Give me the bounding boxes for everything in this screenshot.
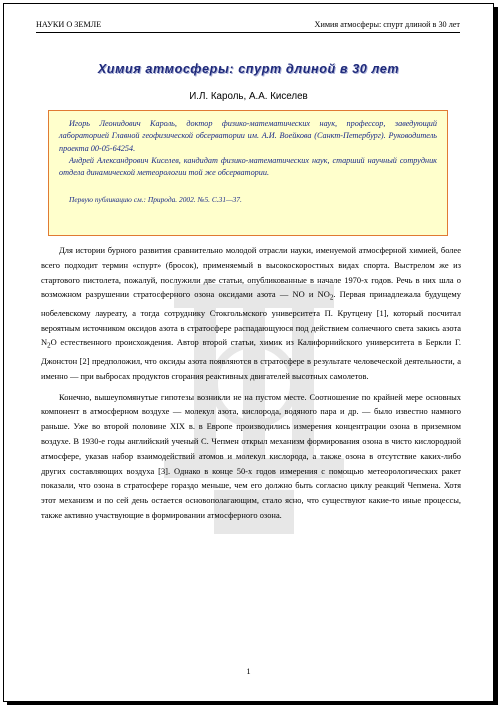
author-info-karol: Игорь Леонидович Кароль, доктор физико-математических наук, профессор, заведующий лабораторией Главной геофизической обсерватории им. А.И. Воейкова (Санкт-Петербург). Руководитель проекта 00-05-64254.: [59, 119, 437, 153]
page-shadow-bottom: [7, 701, 498, 705]
page: [3, 3, 494, 702]
body-text: O естественного происхождения. Автор второй статьи, химик из Калифорнийского университета в Беркли Г. Джонстон [2] предположил, что оксиды азота появляются в стратосфере в результате человеческой деятельности, а именно — при выбросах продуктов сгорания реактивных двигателей высотных самолетов.: [41, 337, 461, 381]
article-authors: И.Л. Кароль, А.А. Киселев: [189, 91, 308, 102]
subscript: 2: [329, 294, 334, 303]
first-publication-note: Первую публикацию см.: Природа. 2002. №5. С.31—37.: [69, 195, 242, 205]
article-title: Химия атмосферы: спурт длиной в 30 лет: [97, 62, 400, 76]
header-section: НАУКИ О ЗЕМЛЕ: [36, 20, 102, 29]
page-shadow-right: [494, 7, 498, 704]
header-article-title: Химия атмосферы: спурт длиной в 30 лет: [314, 20, 460, 29]
subscript: 2: [47, 342, 51, 351]
page-number: 1: [246, 666, 251, 676]
author-info-box: [48, 110, 448, 236]
body-text: Для истории бурного развития сравнительно молодой отрасли науки, именуемой атмосферной химией, более всего подходит термин «спурт» (бросок), применяемый в высокоскоростных видах спорта. Выстрелом же из стартового пистолета, пожалуй, послужили две статьи, опубликованные в начале 1970-х годов. Речь в них шла о возможном разрушении стратосферного озона оксидами азота — NO и NO: [41, 245, 461, 300]
body-paragraph: [41, 243, 461, 384]
author-info-kiselev: Андрей Александрович Киселев, кандидат физико-математических наук, старший научный сотрудник отдела динамической метеорологии той же обсерватории.: [59, 155, 437, 178]
body-text: . Первая принадлежала будущему нобелевскому лауреату, а тогда сотруднику Стокгольмского университета П. Крутцену [1], который посчитал вероятным источником оксидов азота в стратосфере распадающуюся под действием солнечного света закись азота N: [41, 289, 461, 348]
running-header: [36, 18, 460, 33]
body-paragraph: Конечно, вышеупомянутые гипотезы возникли не на пустом месте. Соотношение по крайней мере основных компонент в атмосферном воздухе — молекул азота, кислорода, водяного пара и др. — было известно намного раньше. Уже во второй половине XIX в. в Европе производились измерения концентрации озона в приземном воздухе. В 1930-е годы английский ученый С. Чепмен открыл механизм формирования озона в чисто кислородной атмосфере, указав набор взаимодействий атомов и молекул кислорода, а также озона в отсутствие каких-либо других составляющих воздуха [3]. Однако в конце 50-х годов измерения с помощью метеорологических ракет показали, что озона в стратосфере гораздо меньше, чем его должно быть согласно циклу реакций Чепмена. Хотя этот механизм и по сей день остается основополагающим, стало ясно, что существуют какие-то иные процессы, также активно участвующие в формировании атмосферного озона.: [41, 391, 461, 520]
article-body: [41, 243, 461, 529]
